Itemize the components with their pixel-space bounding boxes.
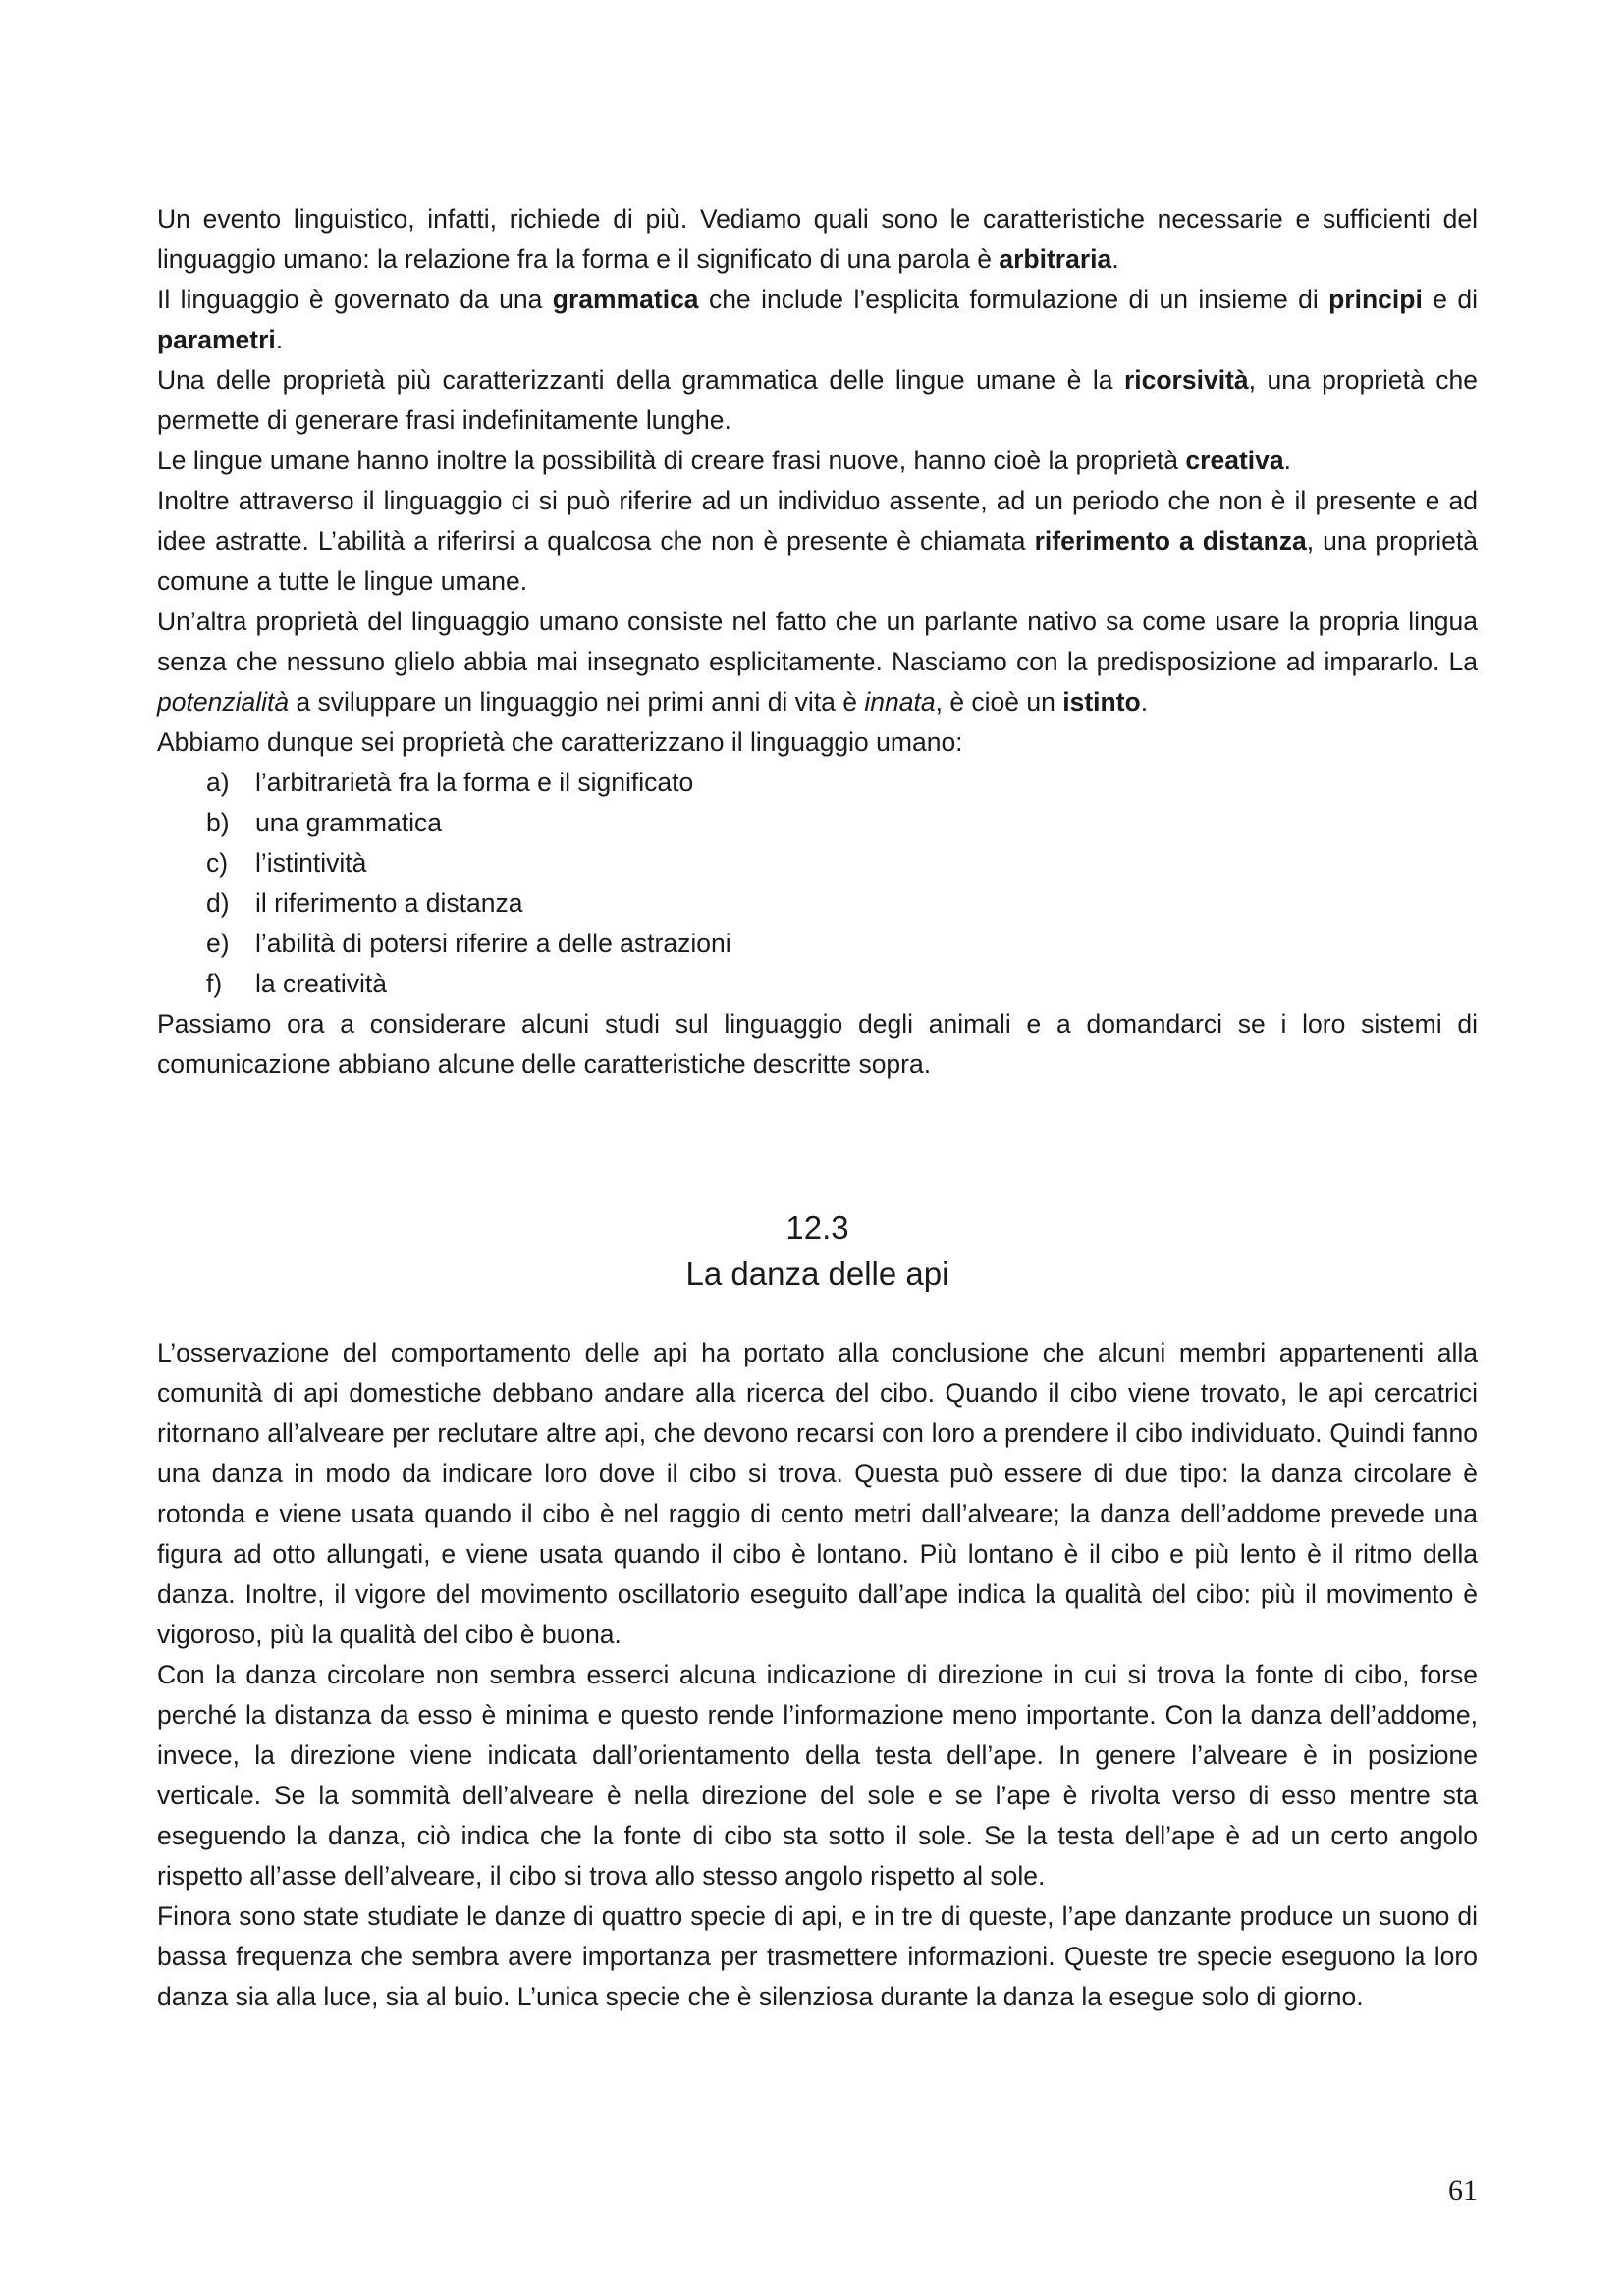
list-item: a) l’arbitrarietà fra la forma e il significato	[206, 768, 694, 797]
properties-list	[157, 763, 1478, 1004]
paragraph: Un’altra proprietà del linguaggio umano consiste nel fatto che un parlante nativo sa come usare la propria lingua senza che nessuno glielo abbia mai insegnato esplicitamente. Nasciamo con la predisposizione ad impararlo. La potenzialità a sviluppare un linguaggio nei primi anni di vita è innata, è cioè un istinto.	[157, 607, 1478, 717]
paragraph: Inoltre attraverso il linguaggio ci si può riferire ad un individuo assente, ad un periodo che non è il presente e ad idee astratte. L’abilità a riferirsi a qualcosa che non è presente è chiamata riferimento a distanza, una proprietà comune a tutte le lingue umane.	[157, 486, 1478, 596]
list-item: d) il riferimento a distanza	[206, 888, 523, 918]
list-item: b) una grammatica	[206, 808, 443, 837]
list-item: f) la creatività	[206, 969, 388, 998]
paragraph: Una delle proprietà più caratterizzanti della grammatica delle lingue umane è la ricorsività, una proprietà che permette di generare frasi indefinitamente lunghe.	[157, 365, 1478, 435]
list-item: c) l’istintività	[206, 848, 367, 878]
paragraph: Il linguaggio è governato da una grammatica che include l’esplicita formulazione di un insieme di principi e di parametri.	[157, 285, 1478, 354]
section-body-1	[157, 199, 1478, 1085]
paragraph: L’osservazione del comportamento delle api ha portato alla conclusione che alcuni membri appartenenti alla comunità di api domestiche debbano andare alla ricerca del cibo. Quando il cibo viene trovato, le api cercatrici ritornano all’alveare per reclutare altre api, che devono recarsi con loro a prendere il cibo individuato. Quindi fanno una danza in modo da indicare loro dove il cibo si trova. Questa può essere di due tipo: la danza circolare è rotonda e viene usata quando il cibo è nel raggio di cento metri dall’alveare; la danza dell’addome prevede una figura ad otto allungati, e viene usata quando il cibo è lontano. Più lontano è il cibo e più lento è il ritmo della danza. Inoltre, il vigore del movimento oscillatorio eseguito dall’ape indica la qualità del cibo: più il movimento è vigoroso, più la qualità del cibo è buona.	[157, 1338, 1478, 1649]
page-number: 61	[1448, 2174, 1478, 2207]
paragraph: Passiamo ora a considerare alcuni studi sul linguaggio degli animali e a domandarci se i loro sistemi di comunicazione abbiano alcune delle caratteristiche descritte sopra.	[157, 1009, 1478, 1079]
paragraph: Abbiamo dunque sei proprietà che caratterizzano il linguaggio umano:	[157, 727, 963, 757]
section-body-2	[157, 1333, 1478, 2017]
list-item: e) l’abilità di potersi riferire a delle astrazioni	[206, 929, 731, 958]
paragraph: Le lingue umane hanno inoltre la possibilità di creare frasi nuove, hanno cioè la proprietà creativa.	[157, 446, 1291, 475]
paragraph: Finora sono state studiate le danze di quattro specie di api, e in tre di queste, l’ape danzante produce un suono di bassa frequenza che sembra avere importanza per trasmettere informazioni. Queste tre specie eseguono la loro danza sia alla luce, sia al buio. L’unica specie che è silenziosa durante la danza la esegue solo di giorno.	[157, 1901, 1478, 2011]
paragraph: Con la danza circolare non sembra esserci alcuna indicazione di direzione in cui si trova la fonte di cibo, forse perché la distanza da esso è minima e questo rende l’informazione meno importante. Con la danza dell’addome, invece, la direzione viene indicata dall’orientamento della testa dell’ape. In genere l’alveare è in posizione verticale. Se la sommità dell’alveare è nella direzione del sole e se l’ape è rivolta verso di esso mentre sta eseguendo la danza, ciò indica che la fonte di cibo sta sotto il sole. Se la testa dell’ape è ad un certo angolo rispetto all’asse dell’alveare, il cibo si trova allo stesso angolo rispetto al sole.	[157, 1660, 1478, 1891]
paragraph: Un evento linguistico, infatti, richiede di più. Vediamo quali sono le caratteristiche necessarie e sufficienti del linguaggio umano: la relazione fra la forma e il significato di una parola è arbitraria.	[157, 204, 1478, 274]
section-title: La danza delle api	[685, 1255, 949, 1292]
section-number: 12.3	[785, 1209, 849, 1246]
